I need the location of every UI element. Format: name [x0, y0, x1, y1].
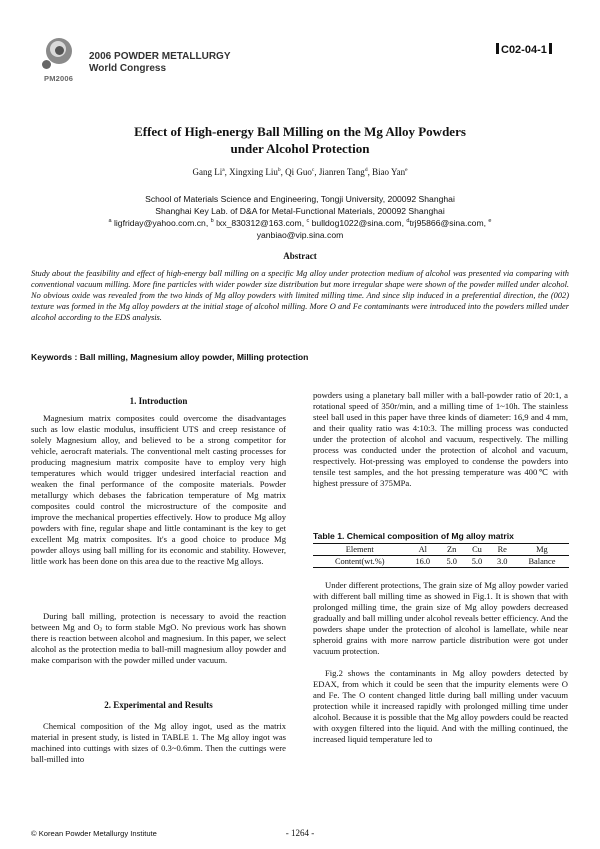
email-mark: d	[406, 218, 410, 224]
table-row	[313, 556, 569, 568]
author-name: Jianren Tang	[318, 167, 365, 177]
conference-line-1: 2006 POWDER METALLURGY	[89, 51, 231, 62]
table-cell: 5.0	[446, 557, 457, 566]
email-c[interactable]: bulldog1022@sina.com,	[311, 218, 404, 228]
author-mark: c	[311, 167, 315, 173]
conference-line-2: World Congress	[89, 63, 167, 74]
email-mark: b	[210, 218, 214, 224]
table-header-cell: Cu	[472, 545, 482, 554]
affiliation-1: School of Materials Science and Engineering, Tongji University, 200092 Shanghai	[145, 194, 455, 204]
abstract-text: Study about the feasibility and effect of high-energy ball milling on a specific Mg alloy under protection medium of alcohol was presented via comparing with conventional vacuum milling. More fine particles with wider powder size distribution but more irregular shape were shown of the powder milled under alcohol. No obvious oxide was revealed from the two kinds of Mg alloy powders with limited milling time. And since slip induced in a preferential direction, the (002) texture was formed in the Mg alloy powders at the initial stage of alcohol milling. More O and Fe contaminants were introduced into the powders milled under alcohol according to the EDS analysis.	[31, 269, 569, 322]
right-paragraph-1: powders using a planetary ball miller with a ball-powder ratio of 20:1, a rotational speed of 350r/min, and a milling time of 1~10h. The stainless steel ball used in this paper have three kinds of diameter: 16,9 and 4 mm, and their quality ratio was 4:10:3. The milling process was conducted under the protection of alcohol and vacuum, respectively. The milling process was conducted under the protection of alcohol and vacuum, respectively. Hot-pressing was employed to condense the powders into tensile test samples, and the hot pressing temperature was 400℃ with highest pressure of 375MPa.	[313, 390, 568, 488]
paper-title-line-2: under Alcohol Protection	[230, 141, 370, 156]
table-1-title: Table 1. Chemical composition of Mg alloy matrix	[313, 531, 514, 541]
email-b[interactable]: lxx_830312@163.com,	[216, 218, 305, 228]
logo-sphere-icon	[46, 38, 72, 64]
table-header-cell: Zn	[447, 545, 457, 554]
logo-text: PM2006	[44, 74, 74, 83]
email-mark: a	[108, 218, 112, 224]
author-mark: a	[222, 167, 225, 173]
table-cell: 16.0	[415, 557, 431, 566]
right-paragraph-2: Under different protections, The grain size of Mg alloy powder varied with different ball milling time as showed in Fig.1. It is shown that with prolonged milling time, the grain size of Mg alloy powders decreased gradually and ball milling under alcohol reveals better efficiency. And the powders shape under the protection of alcohol is lamellate, while near spheroid grains with more narrow particle distribution were got under vacuum protection.	[313, 580, 568, 656]
table-header-cell: Mg	[536, 545, 548, 554]
email-mark: e	[488, 218, 492, 224]
author-emails	[0, 217, 600, 229]
intro-paragraph-2	[31, 611, 286, 666]
email-d[interactable]: trj95866@sina.com,	[409, 218, 486, 228]
keywords: Keywords : Ball milling, Magnesium alloy powder, Milling protection	[31, 352, 309, 362]
right-paragraph-3: Fig.2 shows the contaminants in Mg alloy powders detected by EDAX, from which it could be seen that the impurity elements were O and Fe. The O content changed little during ball milling under vacuum protection while it increased rapidly with prolonged milling time under alcohol. Because it is possible that the Mg alloy powders could be reacted with oxygen filtered into the liquid. And with the milling continued, the increased liquid temperature led to	[313, 668, 568, 744]
footer-copyright: © Korean Powder Metallurgy Institute	[31, 829, 157, 838]
logo-dot-icon	[42, 60, 51, 69]
code-bar-left	[496, 43, 499, 54]
table-header-cell: Element	[345, 545, 374, 554]
section-heading-experimental: 2. Experimental and Results	[104, 700, 213, 710]
email-e[interactable]: yanbiao@vip.sina.com	[256, 230, 344, 240]
paper-code-text: C02-04-1	[501, 44, 547, 56]
affiliation-2: Shanghai Key Lab. of D&A for Metal-Functional Materials, 200092 Shanghai	[155, 206, 445, 216]
author-mark: b	[277, 167, 281, 173]
email-mark: c	[306, 218, 310, 224]
table-cell: Content(wt.%)	[334, 557, 385, 566]
author-name: Xingxing Liu	[229, 167, 278, 177]
abstract-heading: Abstract	[283, 251, 317, 261]
table-cell: 5.0	[471, 557, 483, 566]
intro-p2-text-cont: to form stable MgO. No previous work has shown there is reaction between alcohol and magnesium. In this paper, we select alcohol as the protection media to ball-mill magnesium alloy powder and make comparison with the powder milled under vacuum.	[31, 622, 286, 665]
composition-table	[313, 543, 569, 568]
intro-paragraph-1: Magnesium matrix composites could overcome the disadvantages such as low elastic modulus, insufficient UTS and creep resistance of solely Magnesium alloy, and believed to be a strong competitor for vehicle, aerocraft materials. The conventional melt casting processes for producing magnesium matrix composite have to employ very high temperatures which would trigger undesired interfacial reaction and weaken the final performance of the composite materials. Powder metallurgy which debases the fabrication temperature of Mg matrix composites could control the microstructure of the composite and improve the mechanical properties effectively. How to produce Mg alloy powders with fine, regular shape and little contaminant is the key to get excellent Mg matrix composites. It's a good choice to produce Mg powder alloys using ball milling for its economic and stability. However, little work has been done on this area due to the reactive Mg alloys.	[31, 413, 286, 566]
table-cell: Balance	[528, 557, 556, 566]
subscript: 2	[99, 627, 103, 633]
author-list: Gang Li$^a$, Xingxing Liu$^b$, Qi Guo$^c$, Jianren Tang$^d$, Biao Yan$^e$	[192, 167, 408, 177]
conference-name	[89, 51, 231, 75]
table-header-row	[313, 544, 569, 556]
paper-title-line-1: Effect of High-energy Ball Milling on the Mg Alloy Powders	[134, 124, 466, 139]
author-name: Biao Yan	[372, 167, 406, 177]
table-cell: 3.0	[497, 557, 508, 566]
section-heading-introduction: 1. Introduction	[129, 396, 188, 406]
author-name: Qi Guo	[285, 167, 312, 177]
email-a[interactable]: ligfriday@yahoo.com.cn,	[113, 218, 209, 228]
intro-p2-text: During ball milling, protection is necessary to avoid the reaction between Mg and O	[31, 611, 286, 632]
code-bar-right	[549, 43, 552, 54]
experimental-paragraph-1: Chemical composition of the Mg alloy ingot, used as the matrix material in present study, is listed in TABLE 1. The Mg alloy ingot was machined into cuttings with sizes of 0.3~0.6mm. Then the cuttings were ball-milled into	[31, 721, 286, 764]
author-mark: e	[405, 167, 408, 173]
table-header-cell: Re	[497, 545, 507, 554]
paper-code	[494, 43, 554, 56]
author-name: Gang Li	[192, 167, 223, 177]
table-header-cell: Al	[418, 545, 427, 554]
page-number: - 1264 -	[285, 828, 315, 838]
author-mark: d	[364, 167, 368, 173]
